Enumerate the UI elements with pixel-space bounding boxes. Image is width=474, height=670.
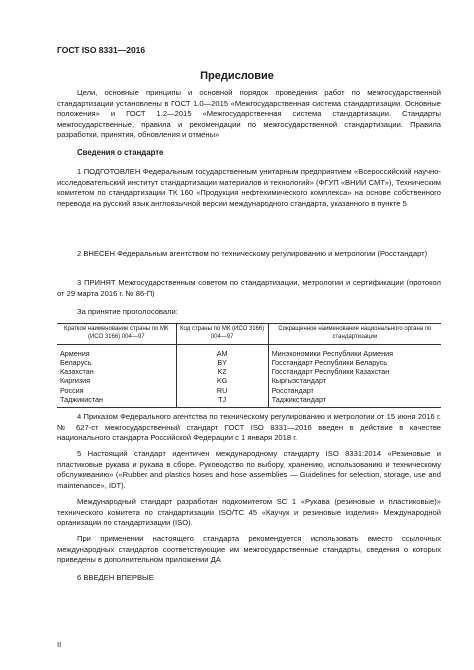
section-title: Сведения о стандарте	[77, 148, 164, 157]
item3-paragraph: 3 ПРИНЯТ Межгосударственным советом по стандартизации, метрологии и сертификации (протокол от 29 марта 2016 г. № 86-П)	[57, 278, 441, 298]
table-cell-code: BY	[176, 358, 268, 367]
table-cell-body: Минэкономики Республики Армения	[268, 345, 441, 359]
table-cell-country: Россия	[60, 385, 84, 395]
item3-block	[57, 278, 441, 299]
item5-paragraph: 5 Настоящий стандарт идентичен международному стандарту ISO 8331:2014 «Резиновые и пластиковые рукава и рукава в сборе. Руководство по выбору, хранению, использованию и техническому обслуживанию» («Rubber and plastics hoses and hose assemblies — Guidelines for selection, storage, use and maintenance», IDT).	[57, 449, 441, 490]
page-number: II	[57, 640, 62, 649]
table-header-body: Сокращенное наименование национального органа по стандартизации	[268, 324, 441, 345]
table-cell-code: KG	[176, 376, 268, 385]
intro-block	[57, 88, 441, 141]
item5-block	[57, 449, 441, 491]
item1-block	[57, 167, 441, 209]
table-cell-body: Росстандарт	[268, 386, 441, 395]
item2-paragraph: 2 ВНЕСЕН Федеральным агентством по техническому регулированию и метрологии (Росстандарт)	[77, 249, 428, 258]
item5c-paragraph: При применении настоящего стандарта рекомендуется использовать вместо ссылочных международных стандартов соответствующие им межгосударственные стандарты, сведения о которых приведены в дополнительном приложении ДА	[57, 534, 441, 565]
table-header-country: Краткое наименование страны по МК (ИСО 3166) 004—97	[57, 324, 176, 345]
table-cell-code: KZ	[176, 367, 268, 376]
table-cell-code: TJ	[176, 395, 268, 408]
document-code-header: ГОСТ ISO 8331—2016	[57, 45, 146, 55]
table-cell-country: Таджикистан	[57, 395, 176, 408]
item2-block	[57, 249, 441, 260]
table-row	[57, 367, 441, 376]
table-header-code: Код страны по МК (ИСО 3166) 004—97	[176, 324, 268, 345]
item5b-block	[57, 497, 441, 529]
item6-paragraph: 6 ВВЕДЕН ВПЕРВЫЕ	[77, 573, 154, 582]
table-row	[57, 376, 441, 385]
table-cell-body: Кыргызстандарт	[268, 376, 441, 385]
table-row	[57, 358, 441, 367]
table-cell-body: Госстандарт Республики Беларусь	[268, 358, 441, 367]
table-cell-country: Армения	[60, 349, 90, 359]
item4-block	[57, 412, 441, 444]
page-title: Предисловие	[200, 70, 274, 82]
table-cell-body: Таджикстандарт	[268, 395, 441, 408]
item1-paragraph: 1 ПОДГОТОВЛЕН Федеральным государственным унитарным предприятием «Всероссийский научно-исследовательский институт стандартизации материалов и технологий» (ФГУП «ВНИИ СМТ»), Техническим комитетом по стандартизации ТК 160 «Продукция нефтехимического комплекса» на основе собственного перевода на русский язык англоязычной версии международного стандарта, указанного в пункте 5	[57, 167, 441, 208]
table-row	[57, 345, 441, 359]
countries-table	[57, 323, 441, 408]
table-cell-body: Госстандарт Республики Казахстан	[268, 367, 441, 376]
voted-label: За принятие проголосовали:	[77, 307, 178, 316]
item4-paragraph: 4 Приказом Федерального агентства по техническому регулированию и метрологии от 15 июня 2016 г. № 627-ст межгосударственный стандарт ГОСТ ISO 8331—2016 введен в действие в качестве национального стандарта Российской Федерации с 1 января 2018 г.	[57, 412, 441, 443]
table-cell-country: Казахстан	[60, 367, 94, 377]
table-row	[57, 386, 441, 395]
item6-block	[57, 573, 441, 584]
table-cell-country: Беларусь	[60, 358, 92, 368]
voted-label-block	[57, 307, 441, 318]
table-cell-code: RU	[176, 386, 268, 395]
item5c-block	[57, 534, 441, 566]
intro-paragraph: Цели, основные принципы и основной порядок проведения работ по межгосударственной стандартизации установлены в ГОСТ 1.0—2015 «Межгосударственная система стандартизации. Основные положения» и ГОСТ 1.2—2015 «Межгосударственная система стандартизации. Стандарты межгосударственные, правила и рекомендации по межгосударственной стандартизации. Правила разработки, принятия, обновления и отмены»	[57, 88, 441, 140]
table-cell-code: AM	[176, 345, 268, 359]
table-row	[57, 395, 441, 408]
table-cell-country: Киргизия	[60, 376, 91, 386]
item5b-paragraph: Международный стандарт разработан подкомитетом SC 1 «Рукава (резиновые и пластиковые)» технического комитета по стандартизации ISO/TC 45 «Каучук и резиновые изделия» Международной организации по стандартизации (ISO).	[57, 497, 441, 528]
